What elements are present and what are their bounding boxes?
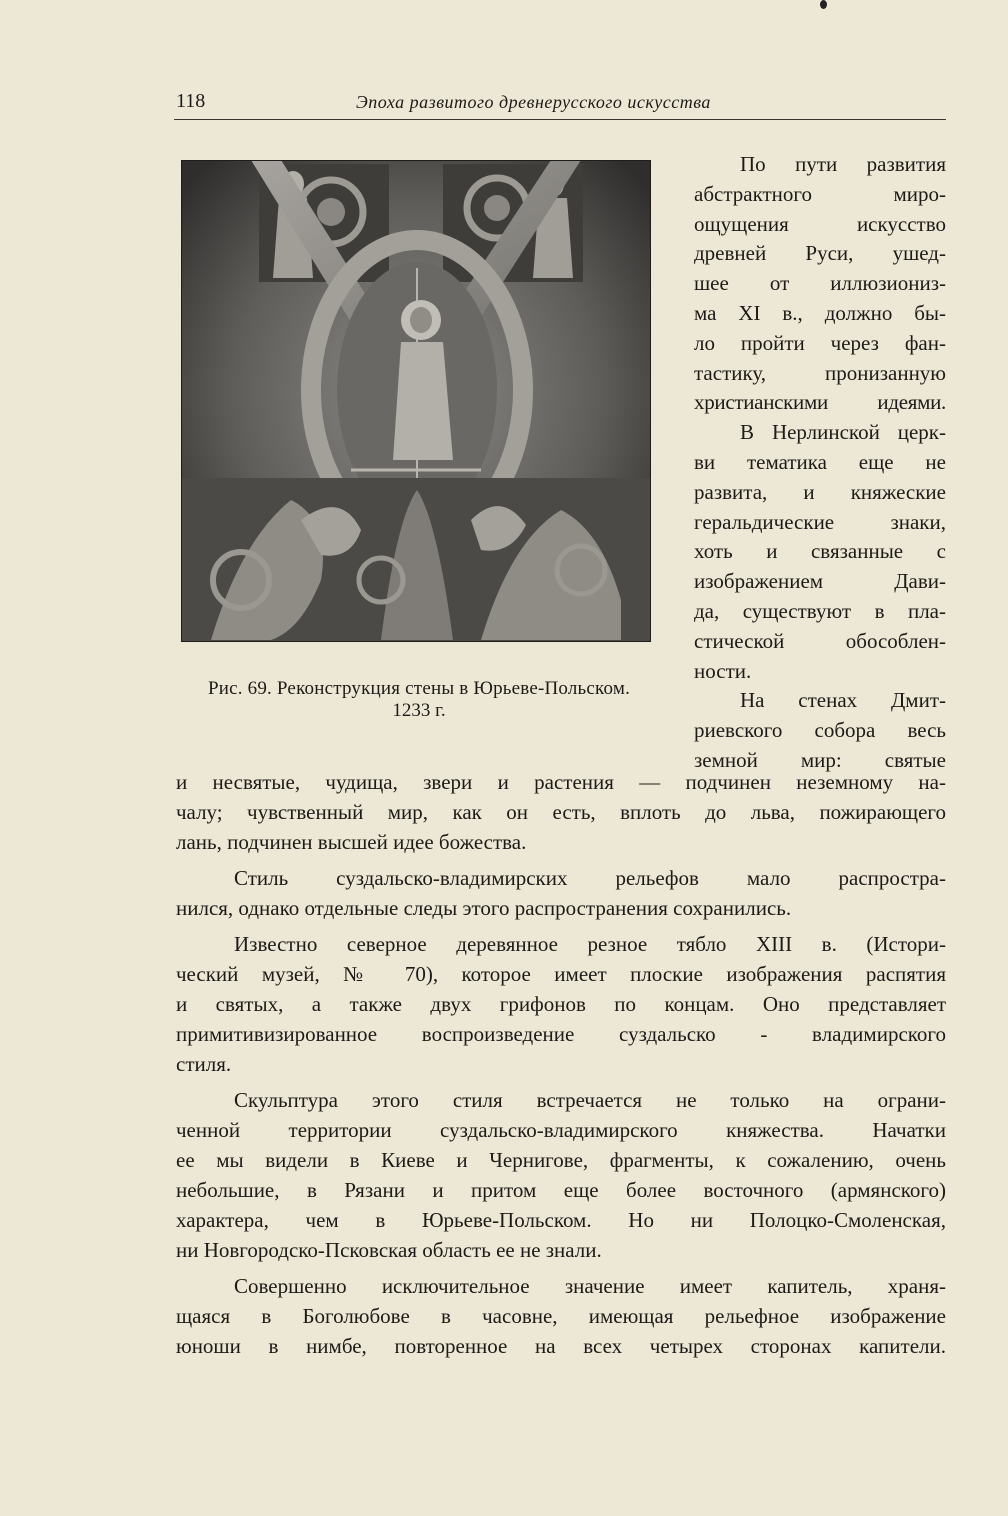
text-line: щаяся в Боголюбове в часовне, имеющая рельефное изображение xyxy=(176,1304,946,1328)
upper-right-ornament-core xyxy=(484,195,510,221)
text-line: шее от иллюзиониз- xyxy=(694,271,946,296)
paragraph xyxy=(694,686,946,775)
scan-speck xyxy=(820,0,827,9)
text-line: ческий музей, № 70), которое имеет плоские изображения распятия xyxy=(176,962,946,986)
caption-line: Рис. 69. Реконструкция стены в Юрьеве-Польском. xyxy=(207,678,631,699)
text-line: ности. xyxy=(694,658,752,683)
text-line: На стенах Дмит- xyxy=(740,688,946,713)
text-line: По пути развития xyxy=(740,152,946,176)
text-line: Стиль суздальско-владимирских рельефов мало распростра- xyxy=(234,866,946,890)
text-line: небольшие, в Рязани и притом еще более восточного (армянского) xyxy=(176,1178,946,1202)
paragraph xyxy=(176,929,946,1079)
paragraph xyxy=(176,1085,946,1265)
central-figure-head xyxy=(410,307,432,333)
text-line: и святых, а также двух грифонов по концам. Оно представляет xyxy=(176,992,946,1016)
header-rule xyxy=(174,119,946,120)
central-figure-robe xyxy=(393,342,453,460)
text-line: да, существуют в пла- xyxy=(694,598,946,623)
full-width-text xyxy=(176,767,946,1361)
text-line: Совершенно исключительное значение имеет капитель, храня- xyxy=(234,1274,946,1298)
text-line: Скульптура этого стиля встречается не только на ограни- xyxy=(234,1088,946,1112)
figure-caption xyxy=(174,678,664,722)
text-line: стиля. xyxy=(176,1052,232,1076)
text-line: ченной территории суздальско-владимирского княжества. Начатки xyxy=(176,1118,946,1142)
paragraph xyxy=(694,418,946,686)
text-line: ви тематика еще не xyxy=(694,449,946,474)
upper-left-ornament-core xyxy=(317,198,345,226)
text-line: риевского собора весь xyxy=(694,718,946,743)
text-line: изображением Дави- xyxy=(694,569,946,594)
text-line: примитивизированное воспроизведение суздальско - владимирского xyxy=(176,1022,946,1046)
paragraph xyxy=(176,767,946,857)
figure-relief-photo xyxy=(181,160,651,642)
text-line: чалу; чувственный мир, как он есть, вплоть до льва, пожирающего xyxy=(176,800,946,824)
text-line: ее мы видели в Киеве и Чернигове, фрагменты, к сожалению, очень xyxy=(176,1148,946,1172)
text-line: древней Руси, ушед- xyxy=(694,241,946,266)
text-line: и несвятые, чудища, звери и растения — подчинен неземному на- xyxy=(176,770,946,794)
text-line: ощущения искусство xyxy=(694,211,946,236)
text-line: христианскими идеями. xyxy=(694,390,946,415)
text-line: тастику, пронизанную xyxy=(694,360,946,385)
page-header xyxy=(176,90,946,120)
text-line: ма XI в., должно бы- xyxy=(694,300,946,325)
relief-photo xyxy=(181,160,651,642)
caption-date: 1233 г. xyxy=(392,700,446,721)
running-title: Эпоха развитого древнерусского искусства xyxy=(356,92,711,112)
text-line: юноши в нимбе, повторенное на всех четырех сторонах капители. xyxy=(176,1334,946,1358)
text-line: ни Новгородско-Псковская область ее не знали. xyxy=(176,1238,602,1262)
text-line: абстрактного миро- xyxy=(694,181,946,206)
side-column-text xyxy=(694,150,946,776)
paragraph xyxy=(694,150,946,418)
text-line: лань, подчинен высшей идее божества. xyxy=(176,830,527,854)
text-line: земной мир: святые xyxy=(694,747,946,772)
text-line: стической обособлен- xyxy=(694,628,946,653)
paragraph xyxy=(176,863,946,923)
text-line: развита, и княжеские xyxy=(694,479,946,504)
page-number: 118 xyxy=(176,90,206,112)
text-line: хоть и связанные с xyxy=(694,539,946,564)
text-line: геральдические знаки, xyxy=(694,509,946,534)
text-line: характера, чем в Юрьеве-Польском. Но ни Полоцко-Смоленская, xyxy=(176,1208,946,1232)
text-line: ло пройти через фан- xyxy=(694,330,946,355)
text-line: В Нерлинской церк- xyxy=(740,420,946,445)
paragraph xyxy=(176,1271,946,1361)
text-line: нился, однако отдельные следы этого распространения сохранились. xyxy=(176,896,792,920)
text-line: Известно северное деревянное резное тябло XIII в. (Истори- xyxy=(234,932,946,956)
